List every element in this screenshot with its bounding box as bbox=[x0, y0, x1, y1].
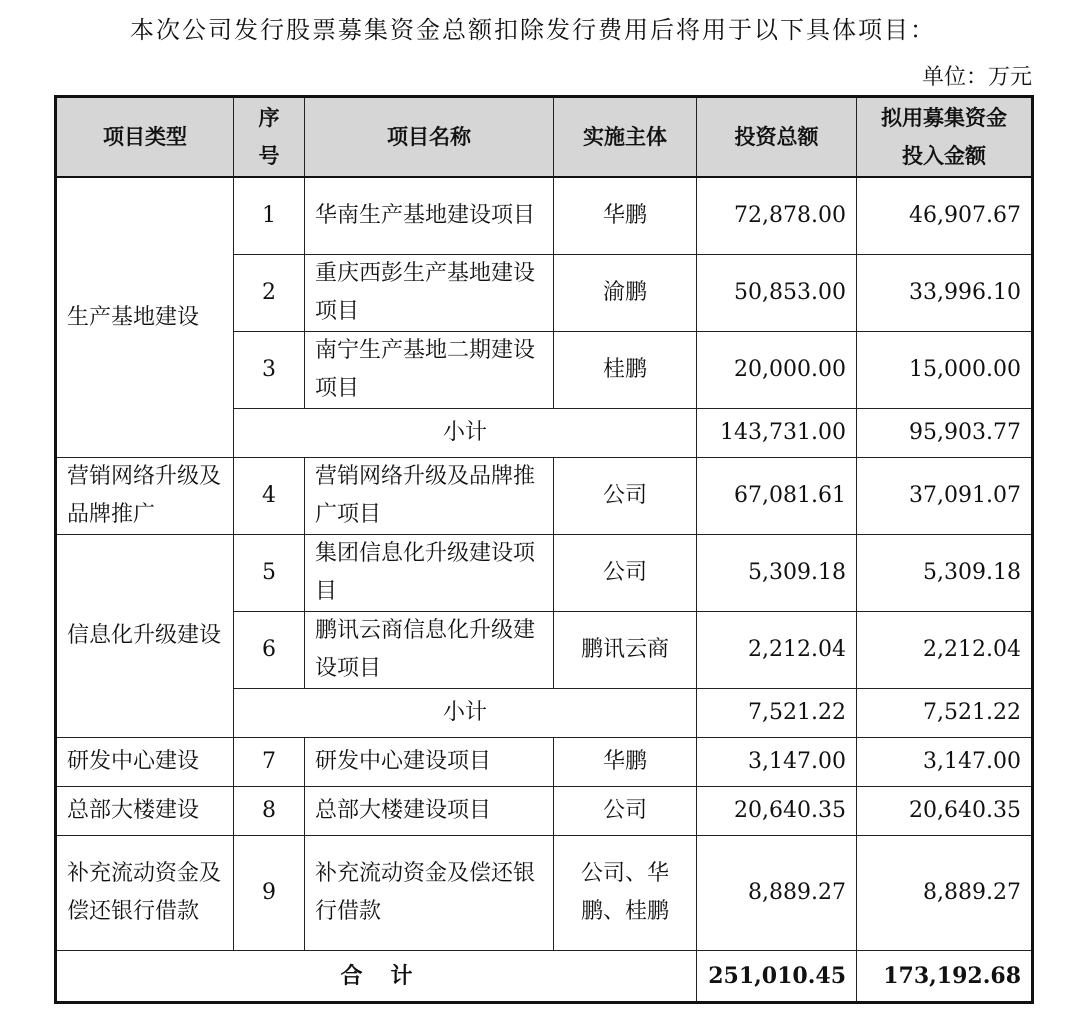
seq-cell: 7 bbox=[234, 738, 305, 787]
invest-cell: 5,309.18 bbox=[697, 535, 857, 612]
entity-cell: 公司 bbox=[554, 535, 697, 612]
header-name: 项目名称 bbox=[305, 97, 554, 178]
raise-cell: 2,212.04 bbox=[857, 612, 1033, 689]
raise-cell: 15,000.00 bbox=[857, 332, 1033, 409]
entity-cell: 公司 bbox=[554, 458, 697, 535]
type-cell: 研发中心建设 bbox=[56, 738, 234, 787]
raise-cell: 20,640.35 bbox=[857, 787, 1033, 836]
name-cell: 营销网络升级及品牌推广项目 bbox=[305, 458, 554, 535]
seq-cell: 2 bbox=[234, 255, 305, 332]
entity-cell: 鹏讯云商 bbox=[554, 612, 697, 689]
type-cell: 营销网络升级及品牌推广 bbox=[56, 458, 234, 535]
entity-cell: 桂鹏 bbox=[554, 332, 697, 409]
invest-cell: 67,081.61 bbox=[697, 458, 857, 535]
header-seq: 序号 bbox=[234, 97, 305, 178]
raise-cell: 33,996.10 bbox=[857, 255, 1033, 332]
table-header-row bbox=[56, 97, 1033, 178]
table-row bbox=[56, 738, 1033, 787]
name-cell: 总部大楼建设项目 bbox=[305, 787, 554, 836]
subtotal-label: 小计 bbox=[234, 689, 697, 738]
header-entity: 实施主体 bbox=[554, 97, 697, 178]
table-row bbox=[56, 787, 1033, 836]
total-label: 合计 bbox=[340, 963, 441, 989]
entity-cell: 华鹏 bbox=[554, 177, 697, 255]
header-invest: 投资总额 bbox=[697, 97, 857, 178]
table-row bbox=[56, 836, 1033, 951]
table-row bbox=[56, 177, 1033, 255]
subtotal-invest: 7,521.22 bbox=[697, 689, 857, 738]
intro-text: 本次公司发行股票募集资金总额扣除发行费用后将用于以下具体项目： bbox=[130, 16, 936, 44]
total-raise: 173,192.68 bbox=[857, 951, 1033, 1003]
type-cell: 生产基地建设 bbox=[56, 177, 234, 458]
invest-cell: 2,212.04 bbox=[697, 612, 857, 689]
type-cell: 信息化升级建设 bbox=[56, 535, 234, 738]
header-type: 项目类型 bbox=[56, 97, 234, 178]
invest-cell: 50,853.00 bbox=[697, 255, 857, 332]
table-row bbox=[56, 458, 1033, 535]
invest-cell: 3,147.00 bbox=[697, 738, 857, 787]
name-cell: 华南生产基地建设项目 bbox=[305, 177, 554, 255]
seq-cell: 9 bbox=[234, 836, 305, 951]
subtotal-invest: 143,731.00 bbox=[697, 409, 857, 458]
type-cell: 总部大楼建设 bbox=[56, 787, 234, 836]
invest-cell: 8,889.27 bbox=[697, 836, 857, 951]
seq-cell: 8 bbox=[234, 787, 305, 836]
subtotal-label: 小计 bbox=[234, 409, 697, 458]
name-cell: 研发中心建设项目 bbox=[305, 738, 554, 787]
total-label-cell bbox=[56, 951, 697, 1003]
raise-cell: 46,907.67 bbox=[857, 177, 1033, 255]
seq-cell: 1 bbox=[234, 177, 305, 255]
invest-cell: 20,000.00 bbox=[697, 332, 857, 409]
raise-cell: 5,309.18 bbox=[857, 535, 1033, 612]
seq-cell: 4 bbox=[234, 458, 305, 535]
seq-cell: 3 bbox=[234, 332, 305, 409]
total-invest: 251,010.45 bbox=[697, 951, 857, 1003]
header-raise: 拟用募集资金投入金额 bbox=[857, 97, 1033, 178]
total-row bbox=[56, 951, 1033, 1003]
entity-cell: 华鹏 bbox=[554, 738, 697, 787]
raise-cell: 37,091.07 bbox=[857, 458, 1033, 535]
seq-cell: 6 bbox=[234, 612, 305, 689]
invest-cell: 20,640.35 bbox=[697, 787, 857, 836]
entity-cell: 渝鹏 bbox=[554, 255, 697, 332]
name-cell: 重庆西彭生产基地建设项目 bbox=[305, 255, 554, 332]
name-cell: 补充流动资金及偿还银行借款 bbox=[305, 836, 554, 951]
seq-cell: 5 bbox=[234, 535, 305, 612]
unit-label: 单位：万元 bbox=[921, 65, 1032, 90]
raise-cell: 8,889.27 bbox=[857, 836, 1033, 951]
subtotal-raise: 7,521.22 bbox=[857, 689, 1033, 738]
entity-cell: 公司、华鹏、桂鹏 bbox=[554, 836, 697, 951]
type-cell: 补充流动资金及偿还银行借款 bbox=[56, 836, 234, 951]
subtotal-raise: 95,903.77 bbox=[857, 409, 1033, 458]
name-cell: 南宁生产基地二期建设项目 bbox=[305, 332, 554, 409]
name-cell: 集团信息化升级建设项目 bbox=[305, 535, 554, 612]
table-row bbox=[56, 535, 1033, 612]
projects-table bbox=[54, 95, 1034, 1004]
entity-cell: 公司 bbox=[554, 787, 697, 836]
invest-cell: 72,878.00 bbox=[697, 177, 857, 255]
name-cell: 鹏讯云商信息化升级建设项目 bbox=[305, 612, 554, 689]
raise-cell: 3,147.00 bbox=[857, 738, 1033, 787]
